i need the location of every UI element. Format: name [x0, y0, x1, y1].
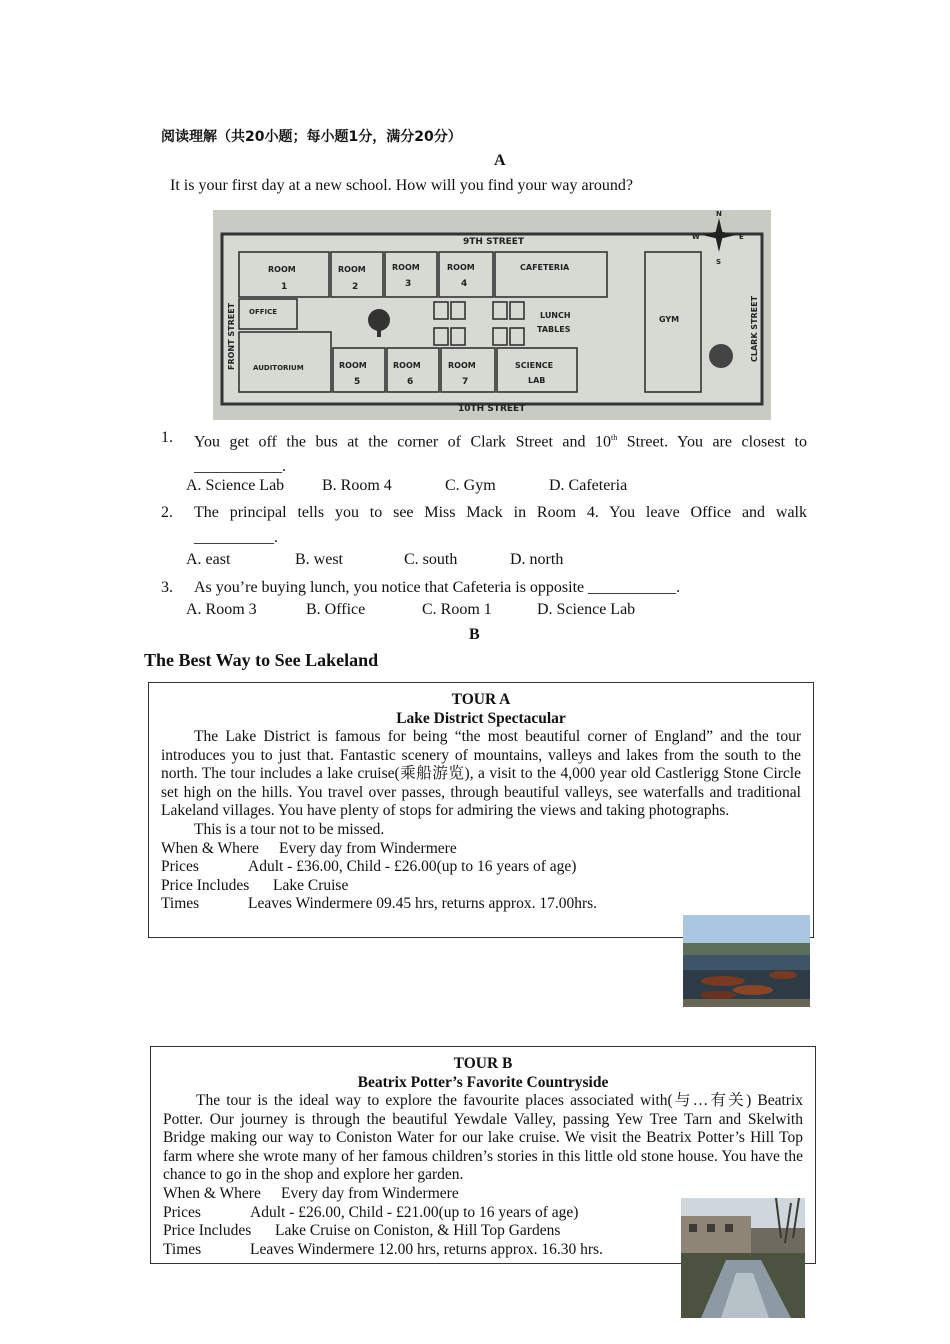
- lab-label: LAB: [528, 376, 546, 385]
- street-9th: 9TH STREET: [463, 237, 525, 247]
- tour-b-prices: Prices Adult - £26.00, Child - £21.00(up to 16 years of age): [163, 1203, 579, 1221]
- room-3-number: 3: [405, 279, 412, 289]
- tour-a-includes: Price Includes Lake Cruise: [161, 876, 349, 894]
- room-1-number: 1: [281, 282, 288, 292]
- tour-a-box: [148, 682, 814, 938]
- tour-b-label: TOUR B: [453, 1055, 513, 1072]
- tour-b-when: When & Where Every day from Windermere: [163, 1184, 459, 1202]
- room-3-label: ROOM: [392, 263, 420, 272]
- question-blank: __________.: [194, 529, 278, 546]
- room-4-label: ROOM: [447, 263, 475, 272]
- question-stem: As you’re buying lunch, you notice that Cafeteria is opposite ___________.: [194, 579, 681, 596]
- option-d: D. north: [510, 551, 564, 568]
- option-d: D. Science Lab: [537, 601, 636, 618]
- question-number: 1.: [161, 429, 173, 446]
- question-1: [161, 425, 807, 479]
- question-blank: ___________.: [194, 458, 286, 476]
- compass-n: N: [716, 210, 722, 218]
- tour-b-description: The tour is the ideal way to explore the favourite places associated with(与…有关) Beatrix Potter. Our journey is through the beautiful Yewdale Valley, passing Yew Tree Tarn and Skelwith Bridge making our way to Coniston Water for our lake cruise. We visit the Beatrix Potter’s Hill Top farm where she wrote many of her famous children’s stories in this little old stone house. You have the chance to go in the shop and explore her garden.: [163, 1092, 803, 1184]
- option-b: B. west: [295, 551, 343, 568]
- tour-a-prices: Prices Adult - £36.00, Child - £26.00(up to 16 years of age): [161, 858, 577, 876]
- tour-a-times: Times Leaves Windermere 09.45 hrs, returns approx. 17.00hrs.: [161, 895, 598, 913]
- science-label: SCIENCE: [515, 361, 554, 370]
- room-2-number: 2: [352, 282, 359, 292]
- cafeteria-label: CAFETERIA: [520, 263, 570, 272]
- question-2: [161, 500, 807, 550]
- tour-a-when: When & Where Every day from Windermere: [161, 839, 457, 857]
- question-3: [161, 575, 807, 600]
- gym-label: GYM: [659, 315, 680, 324]
- room-7-number: 7: [462, 377, 469, 387]
- section-a-intro: It is your first day at a new school. How will you find your way around?: [170, 177, 634, 194]
- auditorium-label: AUDITORIUM: [253, 364, 304, 372]
- option-b: B. Office: [306, 601, 366, 618]
- option-c: C. south: [404, 551, 458, 568]
- tour-a-name: Lake District Spectacular: [396, 710, 566, 727]
- tour-b-name: Beatrix Potter’s Favorite Countryside: [357, 1074, 609, 1091]
- tour-a-label: TOUR A: [451, 691, 511, 708]
- room-7-label: ROOM: [448, 361, 476, 370]
- tables-label: TABLES: [537, 325, 571, 334]
- street-clark: CLARK STREET: [750, 295, 759, 362]
- school-map: [213, 210, 771, 420]
- bush-icon: [709, 344, 733, 368]
- tree-icon: [368, 309, 390, 331]
- option-a: A. Room 3: [186, 601, 257, 618]
- lunch-label: LUNCH: [540, 311, 571, 320]
- section-a-letter: A: [494, 152, 506, 169]
- lake-boats-photo: [683, 915, 810, 1007]
- question-stem: The principal tells you to see Miss Mack in Room 4. You leave Office and walk: [194, 504, 807, 521]
- stream-village-photo: [681, 1198, 805, 1318]
- question-number: 2.: [161, 504, 173, 521]
- street-10th: 10TH STREET: [458, 404, 526, 414]
- room-5-number: 5: [354, 377, 361, 387]
- section-b-letter: B: [469, 626, 480, 643]
- compass-s: S: [716, 258, 722, 266]
- room-5-label: ROOM: [339, 361, 367, 370]
- option-a: A. Science Lab: [186, 477, 285, 494]
- option-b: B. Room 4: [322, 477, 392, 494]
- room-6-label: ROOM: [393, 361, 421, 370]
- room-2-label: ROOM: [338, 265, 366, 274]
- room-6-number: 6: [407, 377, 414, 387]
- option-a: A. east: [186, 551, 231, 568]
- compass-e: E: [739, 233, 744, 241]
- option-c: C. Gym: [445, 477, 496, 494]
- room-4-number: 4: [461, 279, 468, 289]
- question-number: 3.: [161, 579, 173, 596]
- tour-b-includes: Price Includes Lake Cruise on Coniston, & Hill Top Gardens: [163, 1222, 561, 1240]
- compass-w: W: [692, 233, 700, 241]
- section-b-title: The Best Way to See Lakeland: [144, 650, 379, 670]
- street-front: FRONT STREET: [227, 302, 236, 370]
- office-label: OFFICE: [249, 308, 278, 316]
- tour-b-times: Times Leaves Windermere 12.00 hrs, returns approx. 16.30 hrs.: [163, 1240, 603, 1258]
- option-c: C. Room 1: [422, 601, 492, 618]
- section-heading: 阅读理解（共20小题；每小题1分，满分20分）: [161, 129, 462, 145]
- tour-a-description: The Lake District is famous for being “the most beautiful corner of England” and the tour introduces you to just that. Fantastic scenery of mountains, valleys and lakes from the south to the north. The tour includes a lake cruise(乘船游览), a visit to the 4,000 year old Castlerigg Stone Circle set high on the hills. You travel over passes, through beautiful valleys, see waterfalls and traditional Lakeland villages. You have plenty of stops for admiring the views and taking photographs. This is a tour not to be missed.: [161, 728, 801, 838]
- question-stem: You get off the bus at the corner of Clark Street and 10th Street. You are closest to: [194, 433, 808, 451]
- room-1-label: ROOM: [268, 265, 296, 274]
- option-d: D. Cafeteria: [549, 477, 628, 494]
